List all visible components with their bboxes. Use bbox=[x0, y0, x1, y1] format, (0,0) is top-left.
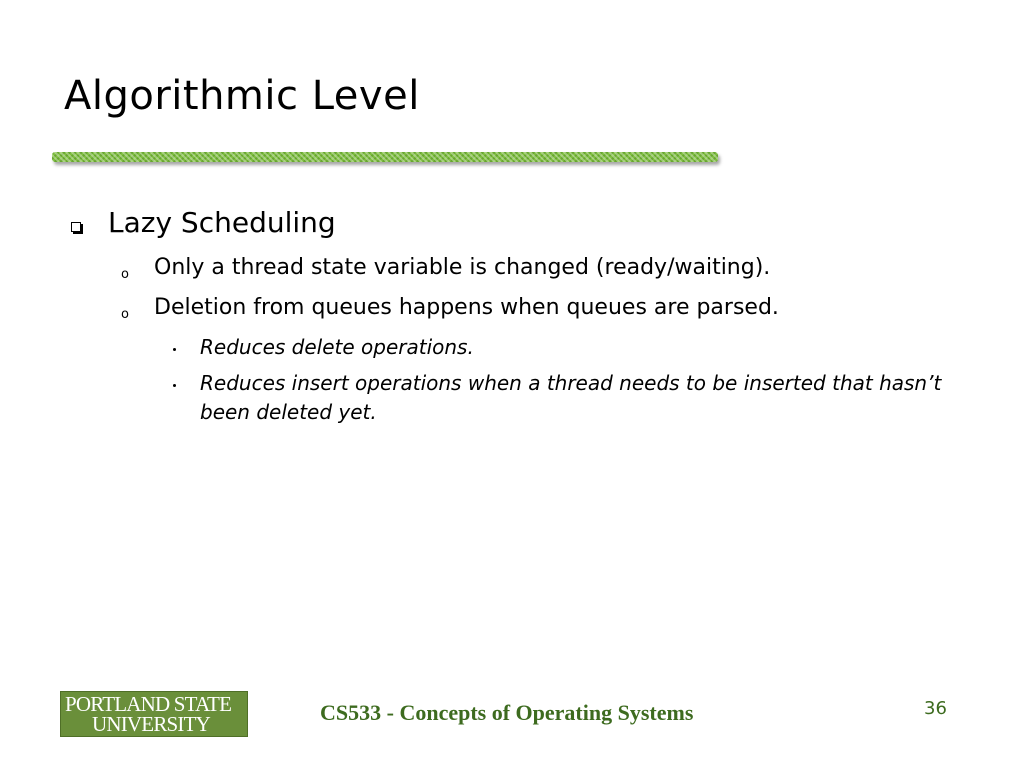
logo-text-line1: PORTLAND STATE bbox=[65, 692, 232, 716]
bullet-text-level3: Reduces delete operations. bbox=[200, 335, 474, 359]
page-number: 36 bbox=[924, 698, 947, 719]
slide-title: Algorithmic Level bbox=[64, 73, 420, 119]
university-logo bbox=[60, 691, 248, 737]
bullet-text-level3: Reduces insert operations when a thread needs to be inserted that hasn’t been deleted yet. bbox=[200, 371, 942, 424]
bullet-text-level1: Lazy Scheduling bbox=[108, 206, 336, 239]
footer-course-title: CS533 - Concepts of Operating Systems bbox=[320, 700, 694, 725]
bullet-text-level2: Deletion from queues happens when queues are parsed. bbox=[154, 295, 779, 320]
dot-bullet-icon bbox=[173, 384, 176, 387]
square-bullet-icon bbox=[71, 222, 81, 232]
dot-bullet-icon bbox=[173, 348, 176, 351]
bullet-text-level2: Only a thread state variable is changed (ready/waiting). bbox=[154, 255, 771, 280]
circle-bullet-icon: o bbox=[121, 267, 129, 282]
logo-text-line2: UNIVERSITY bbox=[92, 712, 210, 736]
circle-bullet-icon: o bbox=[121, 307, 129, 322]
